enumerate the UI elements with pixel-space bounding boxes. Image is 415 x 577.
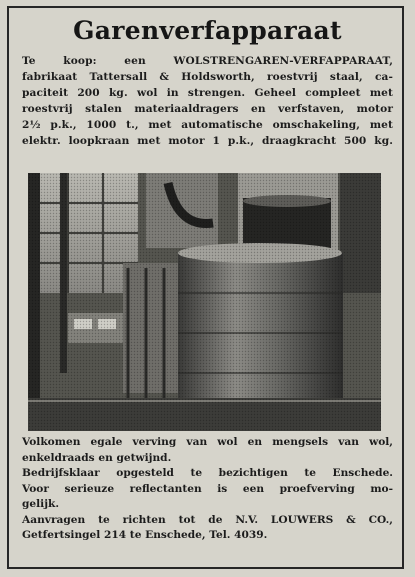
intro-line: fabrikaat Tattersall & Holdsworth, roestvrij staal, ca- xyxy=(22,71,393,83)
body-line: Volkomen egale verving van wol en mengsels van wol, xyxy=(22,436,393,448)
machine-photo xyxy=(28,173,381,431)
intro-line: 2½ p.k., 1000 t., met automatische omschakeling, met xyxy=(22,119,393,131)
advert-intro xyxy=(22,53,393,149)
body-line: Aanvragen te richten tot de N.V. LOUWERS & CO., xyxy=(22,513,393,526)
body-line: Voor serieuze reflectanten is een proefverving mo- xyxy=(22,482,393,495)
body-line: Getfertsingel 214 te Enschede, Tel. 4039. xyxy=(22,529,268,541)
intro-line: roestvrij stalen materiaaldragers en verfstaven, motor xyxy=(22,103,393,115)
body-line: gelijk. xyxy=(22,498,60,510)
intro-line: elektr. loopkraan met motor 1 p.k., draagkracht 500 kg. xyxy=(22,135,393,147)
intro-line: Te koop: een WOLSTRENGAREN-VERFAPPARAAT, xyxy=(22,55,393,67)
body-line: Bedrijfsklaar opgesteld te bezichtigen te Enschede. xyxy=(22,467,393,479)
advert-body xyxy=(22,435,393,544)
advert-title: Garenverfapparaat xyxy=(73,16,342,45)
body-line: enkeldraads en getwijnd. xyxy=(22,451,172,464)
intro-line: paciteit 200 kg. wol in strengen. Geheel compleet met xyxy=(22,87,393,99)
